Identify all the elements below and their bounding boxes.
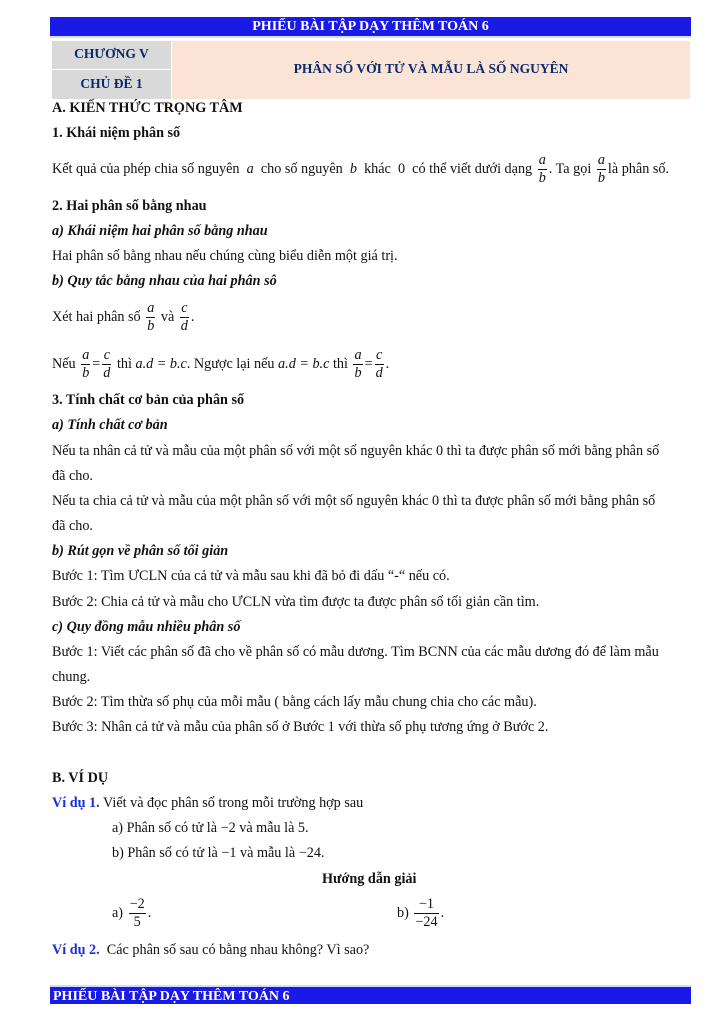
answer-b-dot: . (440, 904, 445, 921)
solution-guide: Hướng dẫn giải (322, 871, 417, 887)
s3c-step-1-cont: chung. (52, 669, 91, 685)
example-2-label: Ví dụ 2. (52, 942, 100, 958)
fraction-a-over-b-4: $\frac{a}{b}$ (82, 347, 90, 381)
fraction-a-over-b-5: $\frac{a}{b}$ (354, 347, 362, 381)
ex1b-den: −24 (298, 845, 321, 861)
s1-text-6: là phân số. (607, 160, 669, 177)
s1-text-3: khác (364, 160, 391, 177)
s2a-text: Hai phân số bằng nhau nếu chúng cùng biểu diễn một giá trị. (52, 248, 398, 264)
s2b-consider (52, 300, 194, 335)
fraction-a-over-b-2: $\frac{a}{b}$ (597, 152, 605, 186)
ex1a-pre: a) Phân số có tử là (112, 820, 218, 836)
s1-definition (52, 152, 669, 187)
section-a-heading: A. KIẾN THỨC TRỌNG TÂM (52, 100, 243, 116)
s3-heading: 3. Tính chất cơ bản của phân số (52, 392, 245, 408)
page-title: PHÂN SỐ VỚI TỬ VÀ MẪU LÀ SỐ NGUYÊN (172, 41, 690, 99)
example-1-label: Ví dụ 1. (52, 795, 100, 811)
eq-ad-bc: a.d = b.c (135, 355, 187, 372)
section-b-heading: B. VÍ DỤ (52, 770, 109, 786)
ex1b-mid: và mẫu là (240, 845, 296, 861)
fraction-c-over-d: $\frac{c}{d}$ (180, 300, 188, 334)
fraction-c-over-d-3: $\frac{c}{d}$ (375, 347, 383, 381)
ex1b-end: . (320, 845, 325, 861)
conversely-text: . Ngược lại nếu (186, 355, 275, 372)
equals: = (92, 355, 101, 372)
s3c-step-3: Bước 3: Nhân cả tử và mẫu của phân số ở Bước 1 với thừa số phụ tương ứng ở Bước 2. (52, 719, 549, 735)
s3b-step-2: Bước 2: Chia cả tử và mẫu cho ƯCLN vừa tìm được ta được phân số tối giản cần tìm. (52, 594, 540, 610)
s1-text-1: Kết quả của phép chia số nguyên (52, 160, 240, 177)
fraction-a-over-b: $\frac{a}{b}$ (538, 152, 546, 186)
dot-2: . (385, 355, 390, 372)
example-1 (52, 795, 363, 812)
then-text: thì (116, 355, 132, 372)
fraction-a-over-b-3: $\frac{a}{b}$ (147, 300, 155, 334)
eq-ad-bc-2: a.d = b.c (278, 355, 330, 372)
s2b-rule (52, 347, 389, 382)
s1-heading: 1. Khái niệm phân số (52, 125, 181, 141)
ex1b-pre: b) Phân số có tử là (112, 845, 218, 861)
example-1-b (112, 845, 324, 862)
ex1a-num: −2 (220, 820, 236, 836)
example-2 (52, 942, 369, 959)
s1-text-5: . Ta gọi (548, 160, 592, 177)
footer-banner: PHIẾU BÀI TẬP DẠY THÊM TOÁN 6 (50, 985, 691, 1004)
equals-2: = (364, 355, 373, 372)
s3b-heading: b) Rút gọn về phân số tối giản (52, 543, 229, 559)
answer-b-label: b) (397, 904, 409, 921)
header-banner: PHIẾU BÀI TẬP DẠY THÊM TOÁN 6 (50, 17, 691, 38)
fraction-c-over-d-2: $\frac{c}{d}$ (103, 347, 111, 381)
answer-b (397, 896, 444, 931)
example-1-a (112, 820, 309, 837)
s3a-line-1: Nếu ta nhân cả tử và mẫu của một phân số với một số nguyên khác 0 thì ta được phân số mới bằng phân số (52, 443, 660, 459)
s1-text-4: có thể viết dưới dạng (412, 160, 533, 177)
zero: 0 (397, 160, 406, 177)
and-text: và (160, 308, 175, 325)
then-text-2: thì (332, 355, 348, 372)
s3c-step-1: Bước 1: Viết các phân số đã cho về phân số có mẫu dương. Tìm BCNN của các mẫu dương đó để làm mẫu (52, 644, 659, 660)
var-a: a (246, 160, 254, 177)
consider-text: Xét hai phân số (52, 308, 141, 325)
example-1-text: Viết và đọc phân số trong mỗi trường hợp sau (103, 795, 364, 811)
chapter-label: CHƯƠNG V (52, 41, 171, 69)
s2a-heading: a) Khái niệm hai phân số bằng nhau (52, 223, 268, 239)
topic-label: CHỦ ĐỀ 1 (52, 70, 171, 99)
s3a-line-2: đã cho. (52, 468, 93, 484)
answer-a-label: a) (112, 904, 124, 921)
answer-a (112, 896, 151, 931)
if-text: Nếu (52, 355, 76, 372)
example-2-text: Các phân số sau có bằng nhau không? Vì sao? (106, 942, 370, 958)
s3a-line-4: đã cho. (52, 518, 93, 534)
s3a-line-3: Nếu ta chia cả tử và mẫu của một phân số với một số nguyên khác 0 thì ta được phân số mới bằng phân số (52, 493, 656, 509)
s3c-heading: c) Quy đồng mẫu nhiều phân số (52, 619, 241, 635)
s3a-heading: a) Tính chất cơ bản (52, 417, 168, 433)
s2b-heading: b) Quy tắc bằng nhau của hai phân sô (52, 273, 277, 289)
ex1b-num: −1 (221, 845, 237, 861)
s3c-step-2: Bước 2: Tìm thừa số phụ của mỗi mẫu ( bằng cách lấy mẫu chung chia cho các mẫu). (52, 694, 537, 710)
s2-heading: 2. Hai phân số bằng nhau (52, 198, 207, 214)
s3b-step-1: Bước 1: Tìm ƯCLN của cả tử và mẫu sau khi đã bỏ đi dấu “-“ nếu có. (52, 568, 450, 584)
ex1a-mid: và mẫu là 5. (239, 820, 309, 836)
answer-a-fraction: $\frac{-2}{5}$ (129, 896, 145, 930)
answer-a-dot: . (147, 904, 152, 921)
var-b: b (349, 160, 357, 177)
s1-text-2: cho số nguyên (260, 160, 343, 177)
answer-b-fraction: $\frac{-1}{-24}$ (415, 896, 438, 930)
dot: . (190, 308, 195, 325)
